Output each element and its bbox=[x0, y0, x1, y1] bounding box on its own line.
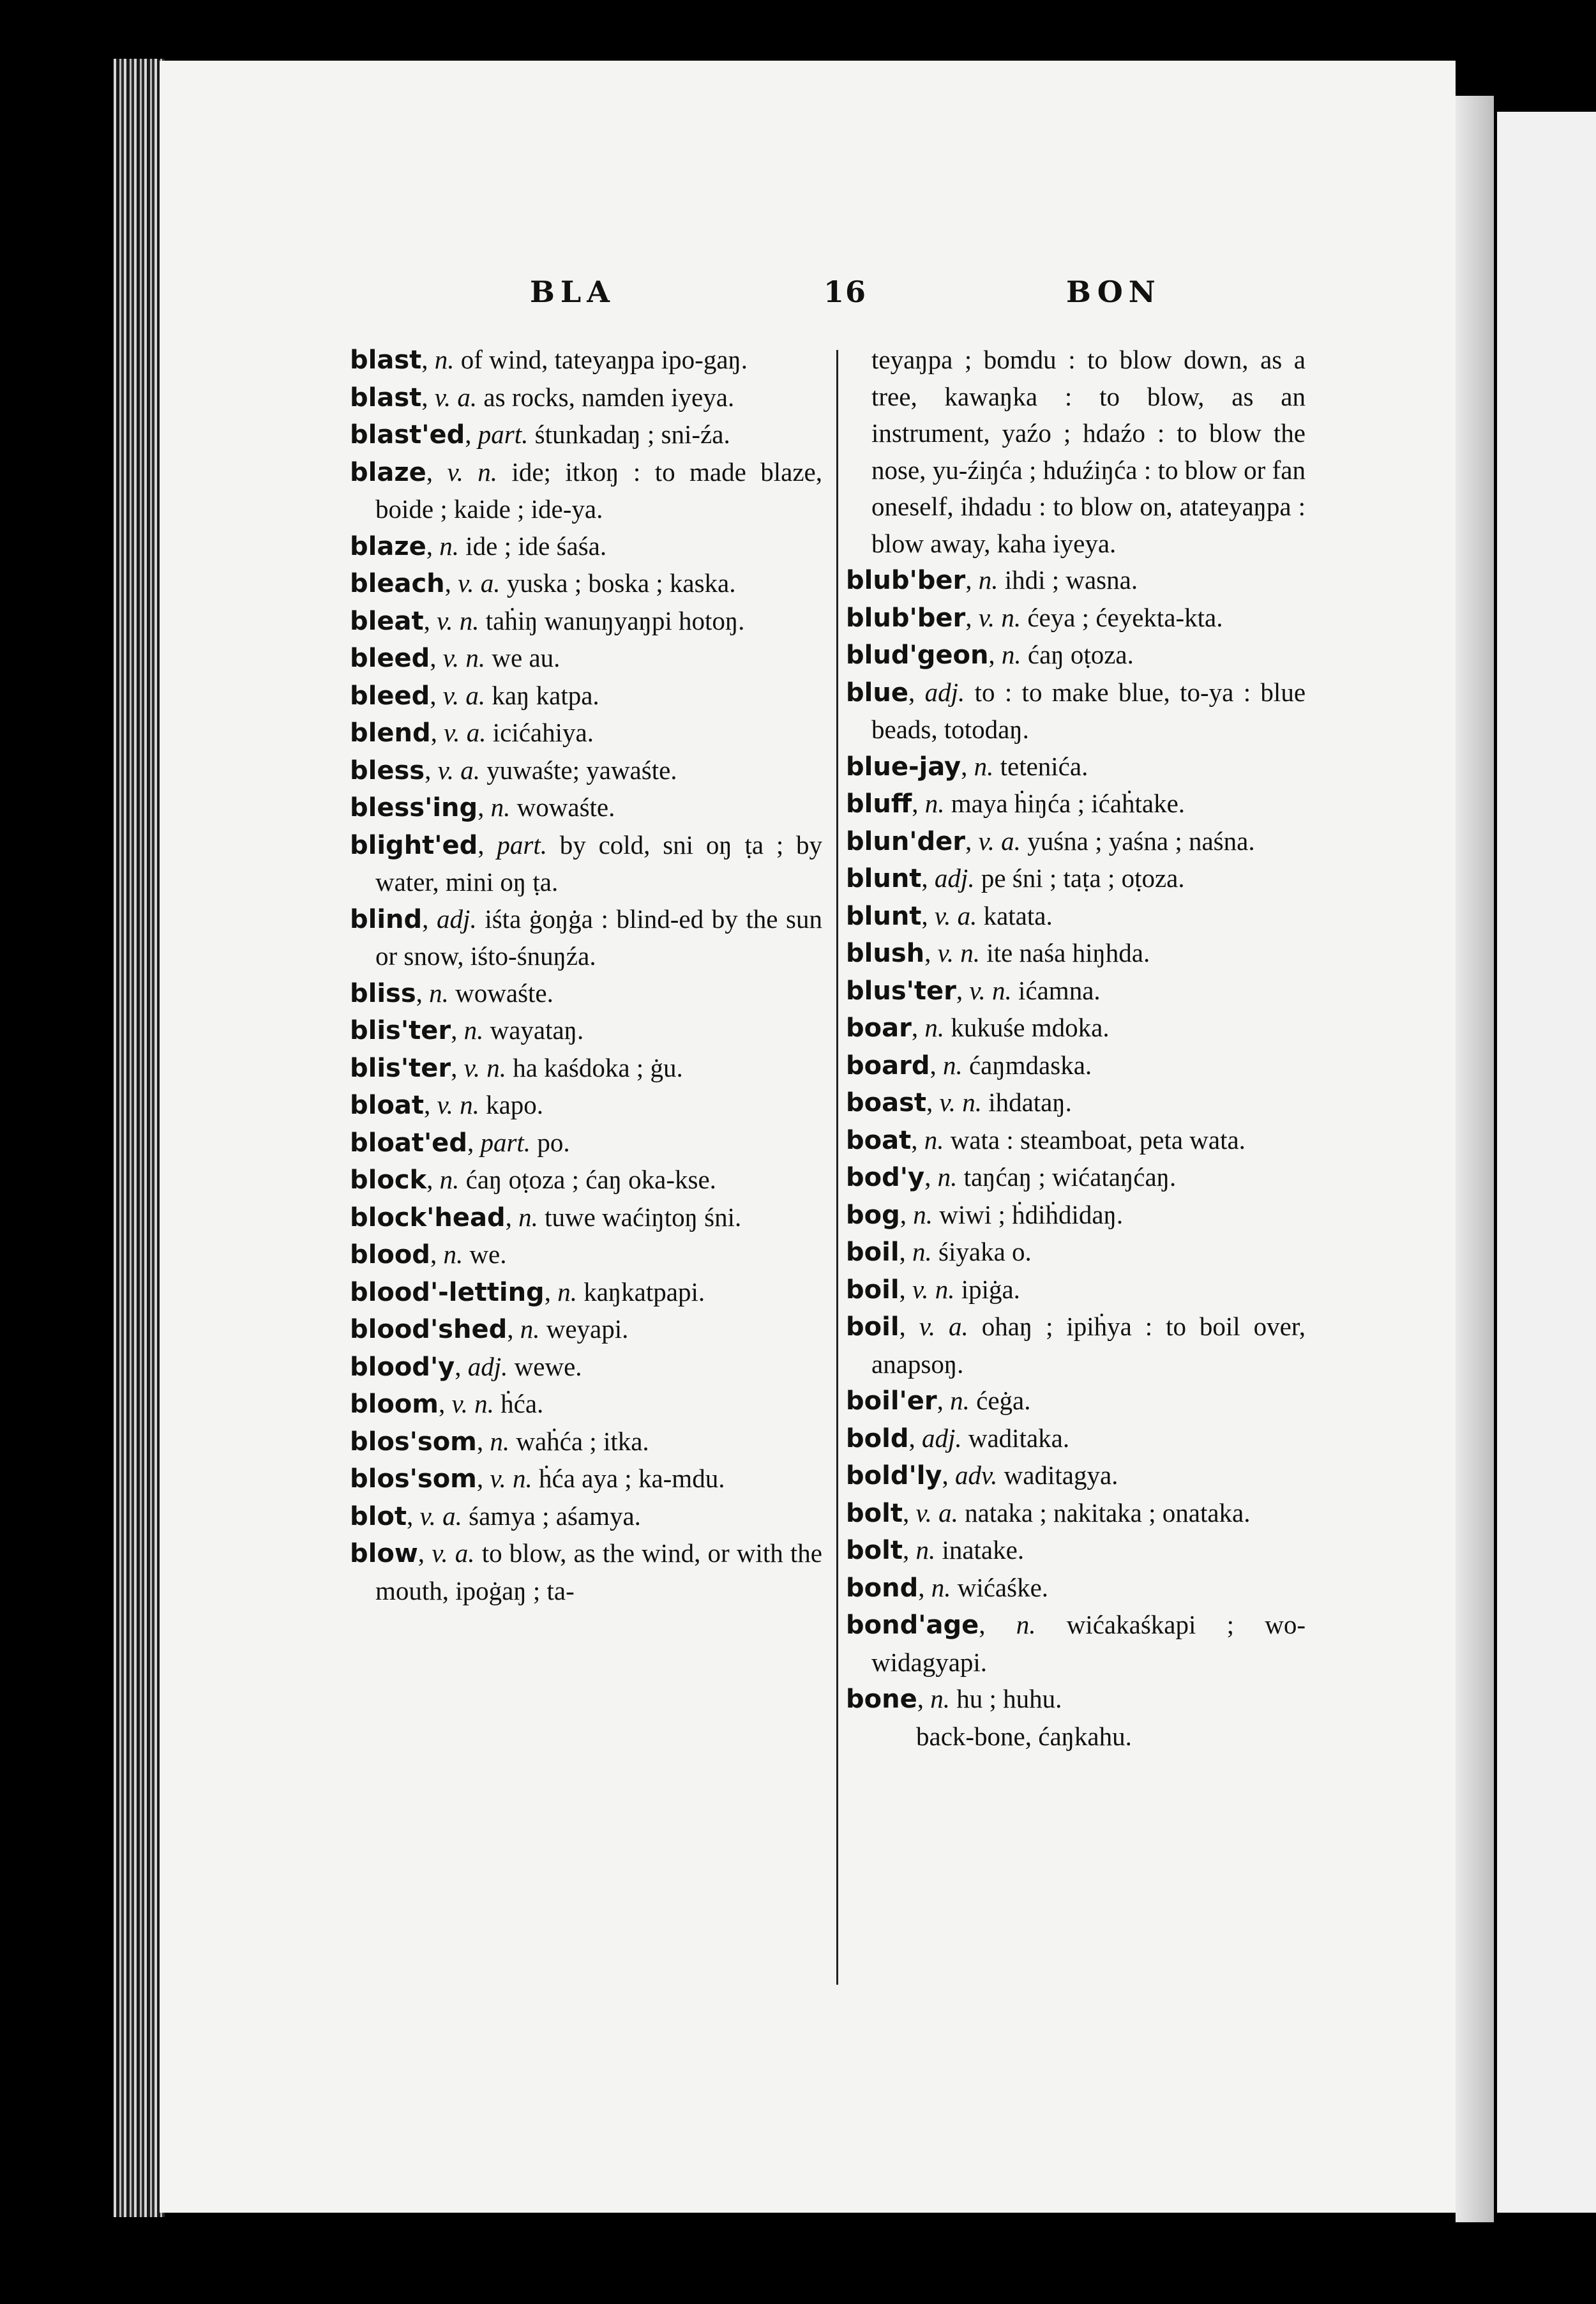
entry-definition: wowaśte. bbox=[455, 978, 553, 1008]
entry-definition: teyaŋpa ; bomdu : to blow down, as a tree, kawaŋka : to blow, as an instrument, yaźo ; hdaźo : to blow the nose, yu-źiŋća ; hduźiŋća : to blow or fan oneself, ihdadu : to blow on, atateyaŋpa : blow away, kaha iyeya. bbox=[871, 345, 1306, 558]
entry-part-of-speech: part. bbox=[480, 1127, 531, 1157]
dictionary-entry: blot, v. a. śamya ; aśamya. bbox=[350, 1501, 641, 1531]
entry-headword: bleed bbox=[350, 681, 430, 711]
entry-headword: blood'shed bbox=[350, 1315, 508, 1344]
entry-definition: taḣiŋ wanuŋyaŋpi hotoŋ. bbox=[485, 605, 745, 635]
entry-part-of-speech: v. a. bbox=[419, 1501, 462, 1531]
entry-definition: ide; itkoŋ : to made blaze, boide ; kaide ; ide-ya. bbox=[375, 457, 822, 524]
dictionary-entry: bolt, n. inatake. bbox=[846, 1535, 1025, 1565]
dictionary-entry: blend, v. a. icićahiya. bbox=[350, 718, 594, 748]
dictionary-entry: bond, n. wićaśke. bbox=[846, 1572, 1049, 1603]
entry-headword: boar bbox=[846, 1013, 912, 1043]
entry-headword: bolt bbox=[846, 1498, 903, 1528]
entry-definition: wiwi ; ḣdiḣdidaŋ. bbox=[939, 1199, 1124, 1229]
entry-part-of-speech: n. bbox=[931, 1572, 951, 1602]
entry-definition: wata : steamboat, peta wata. bbox=[950, 1125, 1246, 1155]
entry-definition: iśta ġoŋġa : blind-ed by the sun or snow, iśto-śnuŋźa. bbox=[375, 904, 823, 971]
dictionary-entry: boil'er, n. ćeġa. bbox=[846, 1386, 1031, 1416]
entry-headword: blos'som bbox=[350, 1427, 477, 1457]
page-number: 16 bbox=[824, 275, 868, 309]
next-page-margin bbox=[1497, 112, 1596, 2213]
entry-part-of-speech: v. a. bbox=[437, 755, 480, 785]
entry-headword: blue bbox=[846, 678, 908, 708]
entry-part-of-speech: v. a. bbox=[978, 826, 1021, 856]
dictionary-entry: bond'age, n. wićakaśkapi ; wo-widagyapi. bbox=[846, 1610, 1306, 1677]
entry-part-of-speech: v. n. bbox=[447, 457, 498, 487]
entry-headword: boil bbox=[846, 1275, 900, 1305]
entry-definition: ćaŋ oṭoza. bbox=[1027, 640, 1134, 669]
column-divider bbox=[836, 350, 838, 1985]
entry-part-of-speech: n. bbox=[518, 1202, 538, 1232]
entry-headword: bluff bbox=[846, 789, 912, 819]
entry-headword: blast bbox=[350, 345, 422, 375]
dictionary-entry: blood'y, adj. wewe. bbox=[350, 1351, 582, 1382]
entry-headword: blub'ber bbox=[846, 566, 966, 595]
entry-part-of-speech: adj. bbox=[437, 904, 477, 934]
entry-definition: wewe. bbox=[514, 1351, 582, 1381]
dictionary-entry: blos'som, v. n. ḣća aya ; ka-mdu. bbox=[350, 1464, 725, 1494]
entry-definition: po. bbox=[537, 1127, 570, 1157]
entry-part-of-speech: adv. bbox=[955, 1460, 998, 1490]
running-head-right: BON bbox=[1066, 275, 1161, 309]
entry-definition: kaŋkatpapi. bbox=[583, 1277, 705, 1307]
entry-headword: blis'ter bbox=[350, 1016, 451, 1045]
dictionary-entry: bleat, v. n. taḣiŋ wanuŋyaŋpi hotoŋ. bbox=[350, 605, 745, 636]
entry-definition: ćeġa. bbox=[976, 1386, 1031, 1415]
dictionary-entry: board, n. ćaŋmdaska. bbox=[846, 1050, 1092, 1080]
dictionary-entry: boar, n. kukuśe mdoka. bbox=[846, 1013, 1110, 1043]
entry-part-of-speech: v. n. bbox=[437, 605, 479, 635]
entry-part-of-speech: v. n. bbox=[490, 1464, 532, 1493]
entry-part-of-speech: n. bbox=[950, 1386, 970, 1415]
page-right-edge bbox=[1456, 96, 1494, 2222]
entry-headword: bless bbox=[350, 755, 425, 785]
running-head-left: BLA bbox=[530, 275, 615, 309]
entry-headword: blood'-letting bbox=[350, 1277, 545, 1307]
entry-part-of-speech: n. bbox=[978, 565, 998, 595]
entry-definition: kukuśe mdoka. bbox=[951, 1013, 1110, 1042]
entry-part-of-speech: v. n. bbox=[451, 1389, 494, 1418]
dictionary-entry: bolt, v. a. nataka ; nakitaka ; onataka. bbox=[846, 1497, 1251, 1528]
dictionary-entry: blast, n. of wind, tateyaŋpa ipo-gaŋ. bbox=[350, 345, 748, 375]
entry-part-of-speech: v. a. bbox=[444, 718, 486, 747]
dictionary-entry: bold'ly, adv. waditagya. bbox=[846, 1460, 1118, 1490]
entry-definition: pe śni ; taṭa ; oṭoza. bbox=[981, 863, 1185, 893]
entry-headword: bold bbox=[846, 1423, 909, 1453]
entry-definition: waditagya. bbox=[1004, 1460, 1118, 1490]
entry-definition: by cold, sni oŋ ṭa ; by water, mini oŋ ṭa. bbox=[375, 830, 823, 897]
dictionary-entry: boil, n. śiyaka o. bbox=[846, 1237, 1032, 1267]
entry-headword: blaze bbox=[350, 531, 426, 561]
entry-definition: katata. bbox=[983, 900, 1053, 930]
entry-part-of-speech: n. bbox=[463, 1015, 484, 1045]
dictionary-entry: boil, v. n. ipiġa. bbox=[846, 1274, 1020, 1305]
left-column bbox=[350, 342, 822, 1609]
entry-headword: bloat'ed bbox=[350, 1128, 467, 1158]
entry-headword: blend bbox=[350, 718, 431, 748]
entry-part-of-speech: v. n. bbox=[939, 1088, 982, 1117]
entry-definition: ḣća aya ; ka-mdu. bbox=[539, 1464, 725, 1493]
dictionary-entry: bone, n. hu ; huhu. bbox=[846, 1684, 1062, 1714]
entry-headword: bod'y bbox=[846, 1163, 925, 1192]
entry-headword: blind bbox=[350, 904, 423, 934]
dictionary-entry: blunt, v. a. katata. bbox=[846, 900, 1053, 931]
dictionary-entry: boat, n. wata : steamboat, peta wata. bbox=[846, 1125, 1246, 1155]
entry-definition: wićakaśkapi ; wo-widagyapi. bbox=[871, 1610, 1306, 1677]
dictionary-entry: blood'-letting, n. kaŋkatpapi. bbox=[350, 1277, 705, 1307]
dictionary-entry: bloat'ed, part. po. bbox=[350, 1127, 570, 1158]
right-column bbox=[846, 342, 1306, 1755]
dictionary-entry: bog, n. wiwi ; ḣdiḣdidaŋ. bbox=[846, 1199, 1124, 1230]
dictionary-entry: blush, v. n. ite naśa hiŋhda. bbox=[846, 938, 1150, 968]
entry-definition: tuwe waćiŋtoŋ śni. bbox=[545, 1202, 742, 1232]
entry-definition: wowaśte. bbox=[516, 792, 615, 822]
dictionary-entry: blun'der, v. a. yuśna ; yaśna ; naśna. bbox=[846, 826, 1255, 856]
dictionary-entry: blub'ber, n. ihdi ; wasna. bbox=[846, 565, 1138, 595]
book-spine-edge bbox=[114, 59, 165, 2217]
entry-part-of-speech: v. a. bbox=[432, 1538, 475, 1568]
entry-headword: boast bbox=[846, 1088, 927, 1118]
entry-part-of-speech: n. bbox=[1001, 640, 1021, 669]
entry-part-of-speech: n. bbox=[924, 1013, 945, 1042]
entry-headword: bleat bbox=[350, 606, 424, 636]
dictionary-entry: blast, v. a. as rocks, namden iyeya. bbox=[350, 382, 735, 413]
entry-part-of-speech: part. bbox=[478, 420, 529, 449]
entry-definition: ide ; ide śaśa. bbox=[465, 531, 607, 561]
entry-headword: blos'som bbox=[350, 1464, 477, 1494]
entry-definition: taŋćaŋ ; wićataŋćaŋ. bbox=[963, 1162, 1177, 1192]
entry-headword: block'head bbox=[350, 1202, 506, 1232]
entry-definition: kapo. bbox=[486, 1090, 544, 1119]
dictionary-entry: blos'som, n. waḣća ; itka. bbox=[350, 1426, 649, 1457]
entry-part-of-speech: n. bbox=[429, 978, 449, 1008]
entry-headword: blub'ber bbox=[846, 603, 966, 633]
entry-headword: bog bbox=[846, 1200, 900, 1230]
entry-definition: inatake. bbox=[942, 1535, 1025, 1565]
dictionary-entry: bliss, n. wowaśte. bbox=[350, 978, 553, 1008]
dictionary-entry: blub'ber, v. n. ćeya ; ćeyekta-kta. bbox=[846, 602, 1223, 633]
entry-definition: yuwaśte; yawaśte. bbox=[486, 755, 677, 785]
entry-part-of-speech: n. bbox=[490, 792, 511, 822]
entry-headword: boat bbox=[846, 1125, 912, 1155]
entry-part-of-speech: n. bbox=[912, 1237, 932, 1266]
entry-part-of-speech: v. a. bbox=[915, 1497, 958, 1527]
entry-part-of-speech: v. n. bbox=[912, 1274, 955, 1304]
entry-part-of-speech: n. bbox=[937, 1162, 958, 1192]
dictionary-entry: blis'ter, v. n. ha kaśdoka ; ġu. bbox=[350, 1052, 683, 1083]
entry-headword: blue-jay bbox=[846, 752, 961, 782]
entry-part-of-speech: adj. bbox=[921, 1423, 962, 1453]
entry-definition: ihdataŋ. bbox=[988, 1088, 1072, 1117]
entry-headword: bleach bbox=[350, 569, 445, 598]
sub-entry: back-bone, ćaŋkahu. bbox=[916, 1721, 1132, 1751]
entry-definition: wayataŋ. bbox=[490, 1015, 584, 1045]
entry-part-of-speech: v. n. bbox=[437, 1090, 479, 1119]
entry-headword: blight'ed bbox=[350, 830, 478, 860]
entry-definition: ćaŋmdaska. bbox=[968, 1050, 1092, 1080]
entry-headword: boil bbox=[846, 1312, 900, 1342]
entry-headword: blun'der bbox=[846, 826, 966, 856]
dictionary-entry: blaze, v. n. ide; itkoŋ : to made blaze, boide ; kaide ; ide-ya. bbox=[350, 457, 822, 524]
entry-headword: bleed bbox=[350, 644, 430, 673]
dictionary-entry: bleach, v. a. yuska ; boska ; kaska. bbox=[350, 568, 736, 598]
entry-definition: yuska ; boska ; kaska. bbox=[506, 568, 736, 598]
dictionary-entry: blind, adj. iśta ġoŋġa : blind-ed by the sun or snow, iśto-śnuŋźa. bbox=[350, 904, 823, 971]
entry-part-of-speech: n. bbox=[930, 1684, 950, 1713]
entry-part-of-speech: v. n. bbox=[937, 938, 981, 967]
entry-definition: maya ḣiŋća ; ićaḣtake. bbox=[951, 789, 1186, 818]
entry-part-of-speech: n. bbox=[924, 1125, 944, 1155]
dictionary-entry: bleed, v. n. we au. bbox=[350, 643, 561, 673]
entry-definition: weyapi. bbox=[546, 1314, 629, 1344]
entry-definition: to blow, as the wind, or with the mouth, ipoġaŋ ; ta- bbox=[375, 1538, 822, 1605]
entry-part-of-speech: adj. bbox=[924, 677, 965, 707]
entry-part-of-speech: n. bbox=[924, 789, 945, 818]
dictionary-entry: blaze, n. ide ; ide śaśa. bbox=[350, 531, 607, 561]
entry-definition: kaŋ katpa. bbox=[492, 680, 599, 710]
entry-part-of-speech: adj. bbox=[467, 1351, 508, 1381]
dictionary-entry: bleed, v. a. kaŋ katpa. bbox=[350, 680, 599, 711]
entry-headword: blush bbox=[846, 939, 925, 968]
entry-part-of-speech: v. n. bbox=[969, 975, 1012, 1005]
entry-part-of-speech: n. bbox=[557, 1277, 577, 1307]
entry-definition: hu ; huhu. bbox=[956, 1684, 1062, 1713]
entry-headword: bond'age bbox=[846, 1611, 979, 1640]
dictionary-entry: block'head, n. tuwe waćiŋtoŋ śni. bbox=[350, 1202, 742, 1232]
dictionary-entry: blight'ed, part. by cold, sni oŋ ṭa ; by water, mini oŋ ṭa. bbox=[350, 830, 823, 897]
entry-headword: blud'geon bbox=[846, 640, 989, 670]
entry-definition: śtunkadaŋ ; sni-źa. bbox=[534, 420, 730, 449]
entry-part-of-speech: n. bbox=[913, 1199, 933, 1229]
entry-headword: blunt bbox=[846, 864, 922, 893]
entry-headword: bone bbox=[846, 1685, 917, 1714]
entry-definition: yuśna ; yaśna ; naśna. bbox=[1027, 826, 1255, 856]
entry-headword: blast bbox=[350, 383, 422, 413]
entry-definition: śamya ; aśamya. bbox=[469, 1501, 641, 1531]
entry-headword: bliss bbox=[350, 978, 416, 1008]
entry-part-of-speech: n. bbox=[434, 345, 455, 374]
entry-definition: icićahiya. bbox=[492, 718, 594, 747]
entry-definition: we au. bbox=[492, 643, 561, 672]
entry-part-of-speech: n. bbox=[439, 531, 459, 561]
entry-headword: bond bbox=[846, 1573, 919, 1603]
dictionary-entry: bless'ing, n. wowaśte. bbox=[350, 792, 615, 822]
dictionary-entry: boil, v. a. ohaŋ ; ipiḣya : to boil over, anapsoŋ. bbox=[846, 1312, 1306, 1379]
entry-part-of-speech: v. a. bbox=[458, 568, 501, 598]
entry-part-of-speech: n. bbox=[1016, 1610, 1036, 1639]
dictionary-entry: blood'shed, n. weyapi. bbox=[350, 1314, 629, 1344]
dictionary-entry: bold, adj. waditaka. bbox=[846, 1423, 1070, 1453]
entry-definition: ite naśa hiŋhda. bbox=[986, 938, 1150, 967]
entry-headword: bless'ing bbox=[350, 793, 478, 822]
dictionary-entry: blue, adj. to : to make blue, to-ya : blue beads, totodaŋ. bbox=[846, 677, 1306, 744]
entry-part-of-speech: v. a. bbox=[919, 1312, 968, 1341]
entry-definition: ha kaśdoka ; ġu. bbox=[513, 1052, 683, 1082]
entry-headword: blis'ter bbox=[350, 1053, 451, 1083]
entry-headword: bolt bbox=[846, 1536, 903, 1565]
dictionary-entry: bluff, n. maya ḣiŋća ; ićaḣtake. bbox=[846, 789, 1186, 819]
entry-part-of-speech: v. a. bbox=[434, 382, 478, 412]
entry-definition: ipiġa. bbox=[961, 1274, 1020, 1304]
dictionary-entry: blood, n. we. bbox=[350, 1239, 507, 1269]
entry-definition: tetenića. bbox=[1000, 751, 1088, 781]
entry-headword: blood bbox=[350, 1240, 430, 1269]
entry-part-of-speech: n. bbox=[915, 1535, 936, 1565]
dictionary-entry: blast'ed, part. śtunkadaŋ ; sni-źa. bbox=[350, 420, 730, 450]
entry-part-of-speech: n. bbox=[942, 1050, 963, 1080]
entry-definition: waḣća ; itka. bbox=[516, 1426, 649, 1456]
entry-part-of-speech: part. bbox=[497, 830, 547, 860]
dictionary-entry: bless, v. a. yuwaśte; yawaśte. bbox=[350, 755, 677, 785]
entry-headword: blast'ed bbox=[350, 420, 465, 450]
dictionary-entry: boast, v. n. ihdataŋ. bbox=[846, 1088, 1072, 1118]
entry-definition: of wind, tateyaŋpa ipo-gaŋ. bbox=[460, 345, 748, 374]
entry-headword: blaze bbox=[350, 457, 426, 487]
entry-part-of-speech: v. a. bbox=[442, 680, 486, 710]
entry-definition: as rocks, namden iyeya. bbox=[483, 382, 735, 412]
dictionary-entry: blus'ter, v. n. ićamna. bbox=[846, 975, 1101, 1006]
entry-definition: we. bbox=[469, 1239, 507, 1269]
entry-definition: śiyaka o. bbox=[938, 1237, 1032, 1266]
dictionary-entry: blunt, adj. pe śni ; taṭa ; oṭoza. bbox=[846, 863, 1185, 893]
entry-definition: ćaŋ oṭoza ; ćaŋ oka-kse. bbox=[465, 1165, 716, 1194]
entry-definition: ohaŋ ; ipiḣya : to boil over, anapsoŋ. bbox=[871, 1312, 1306, 1379]
dictionary-entry: bloat, v. n. kapo. bbox=[350, 1090, 544, 1120]
dictionary-entry: block, n. ćaŋ oṭoza ; ćaŋ oka-kse. bbox=[350, 1165, 716, 1195]
entry-part-of-speech: n. bbox=[443, 1239, 463, 1269]
entry-headword: blunt bbox=[846, 901, 922, 931]
entry-part-of-speech: n. bbox=[439, 1165, 460, 1194]
entry-headword: block bbox=[350, 1165, 427, 1195]
entry-headword: bold'ly bbox=[846, 1461, 942, 1490]
entry-headword: boil'er bbox=[846, 1386, 937, 1416]
entry-headword: blus'ter bbox=[846, 976, 956, 1006]
entry-headword: blow bbox=[350, 1539, 418, 1568]
entry-definition: nataka ; nakitaka ; onataka. bbox=[965, 1497, 1251, 1527]
entry-definition: waditaka. bbox=[968, 1423, 1070, 1453]
entry-part-of-speech: v. n. bbox=[463, 1052, 506, 1082]
entry-headword: boil bbox=[846, 1238, 900, 1267]
entry-headword: bloat bbox=[350, 1091, 424, 1120]
entry-part-of-speech: adj. bbox=[934, 863, 975, 893]
entry-definition: to : to make blue, to-ya : blue beads, totodaŋ. bbox=[871, 677, 1306, 744]
dictionary-entry: blue-jay, n. tetenića. bbox=[846, 751, 1088, 782]
entry-part-of-speech: n. bbox=[520, 1314, 540, 1344]
entry-definition: ićamna. bbox=[1018, 975, 1101, 1005]
dictionary-entry: blud'geon, n. ćaŋ oṭoza. bbox=[846, 640, 1134, 670]
dictionary-entry: blis'ter, n. wayataŋ. bbox=[350, 1015, 584, 1045]
dictionary-entry: bod'y, n. taŋćaŋ ; wićataŋćaŋ. bbox=[846, 1162, 1177, 1192]
entry-part-of-speech: v. a. bbox=[934, 900, 977, 930]
entry-part-of-speech: n. bbox=[490, 1426, 510, 1456]
entry-part-of-speech: v. n. bbox=[442, 643, 486, 672]
entry-definition: ḣća. bbox=[501, 1389, 544, 1418]
entry-definition: wićaśke. bbox=[957, 1572, 1049, 1602]
dictionary-entry bbox=[846, 342, 1306, 562]
entry-part-of-speech: n. bbox=[974, 751, 994, 781]
entry-headword: board bbox=[846, 1050, 930, 1080]
entry-part-of-speech: v. n. bbox=[978, 602, 1021, 632]
dictionary-entry: blow, v. a. to blow, as the wind, or with the mouth, ipoġaŋ ; ta- bbox=[350, 1538, 822, 1605]
entry-headword: blood'y bbox=[350, 1352, 455, 1382]
entry-definition: ćeya ; ćeyekta-kta. bbox=[1027, 602, 1223, 632]
dictionary-entry: bloom, v. n. ḣća. bbox=[350, 1389, 544, 1419]
entry-definition: ihdi ; wasna. bbox=[1004, 565, 1138, 595]
entry-headword: blot bbox=[350, 1501, 407, 1531]
entry-headword: bloom bbox=[350, 1390, 439, 1419]
